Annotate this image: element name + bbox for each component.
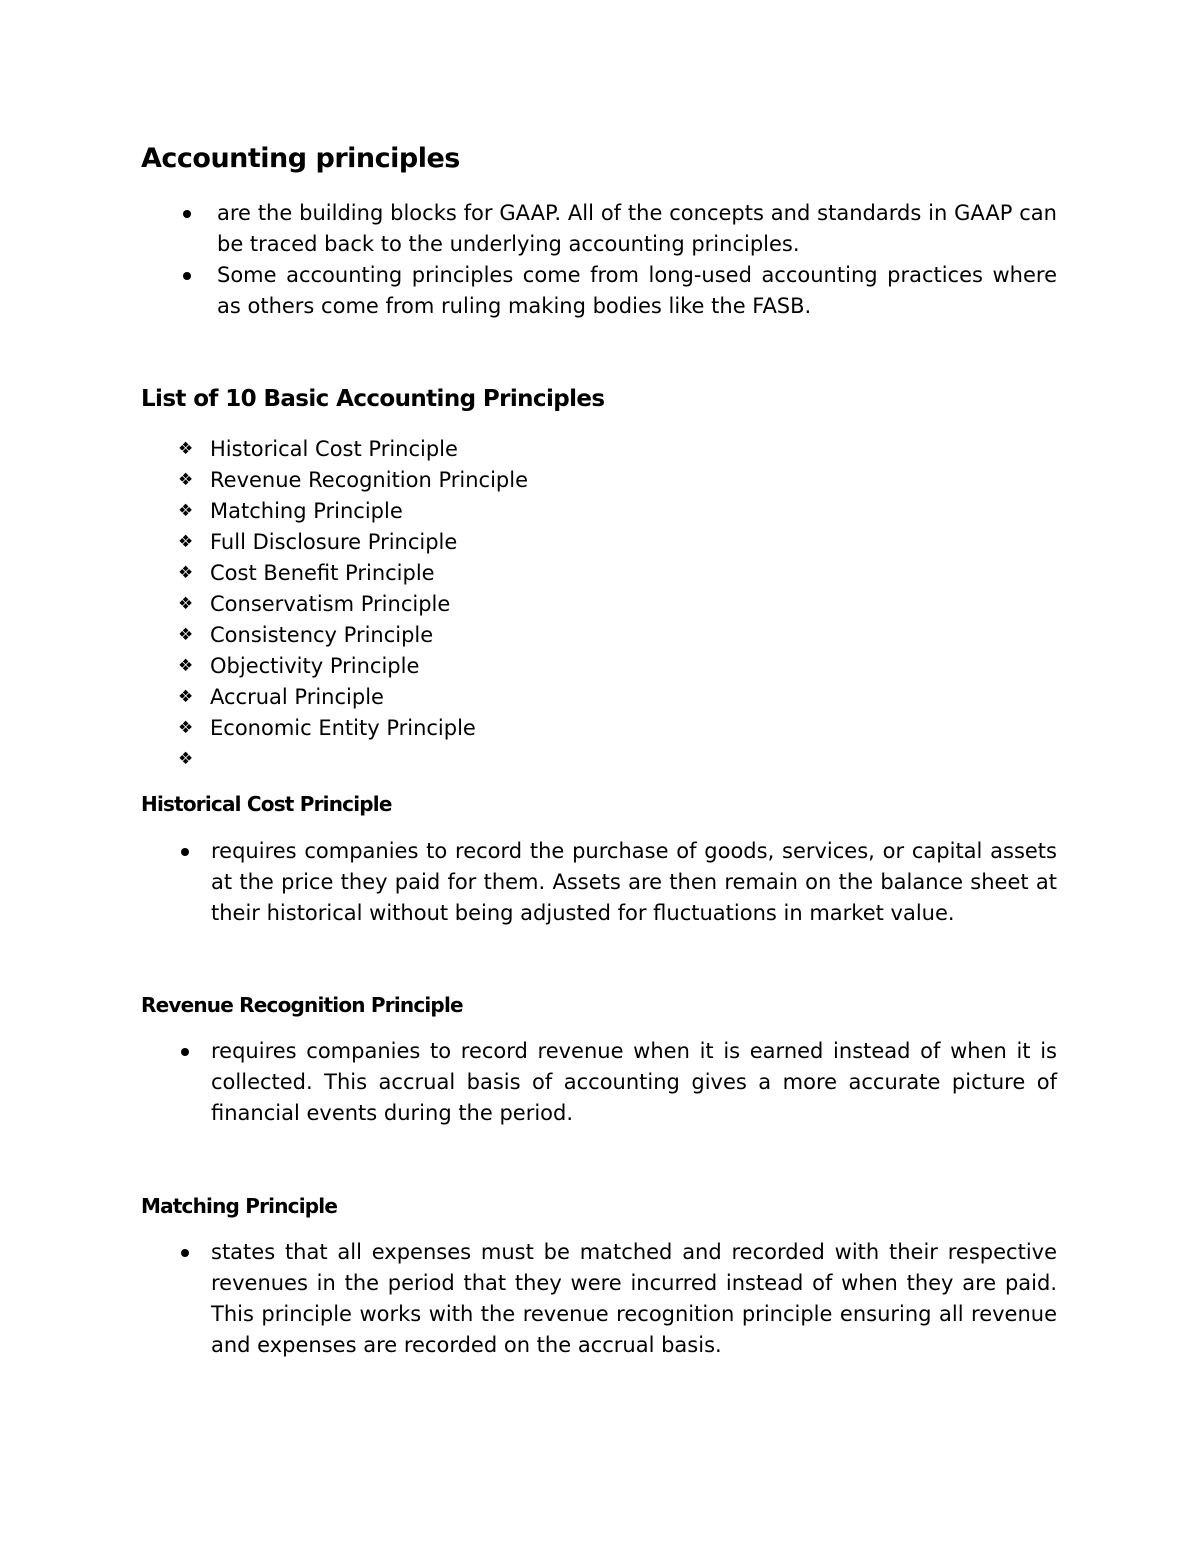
list-item — [217, 198, 1057, 260]
intro-bullet-text: are the building blocks for GAAP. All of the concepts and standards in GAAP can be traced back to the underlying accounting principles. — [217, 201, 1057, 256]
list-item — [211, 836, 1057, 929]
list-item — [178, 744, 528, 775]
bullet-icon — [181, 1048, 189, 1056]
diamond-bullet-icon: ❖ — [178, 439, 194, 459]
diamond-bullet-icon: ❖ — [178, 563, 194, 583]
list-item — [211, 1237, 1057, 1361]
list-item — [178, 651, 528, 682]
principle-name: Cost Benefit Principle — [210, 561, 435, 585]
principle-name: Historical Cost Principle — [210, 437, 458, 461]
diamond-bullet-icon: ❖ — [178, 687, 194, 707]
list-heading: List of 10 Basic Accounting Principles — [141, 386, 605, 412]
list-item — [178, 465, 528, 496]
principle-name: Economic Entity Principle — [210, 716, 476, 740]
principle-name: Revenue Recognition Principle — [210, 468, 529, 492]
section-bullet-list — [211, 836, 1057, 929]
principle-name: Matching Principle — [210, 499, 403, 523]
list-item — [178, 620, 528, 651]
section-heading-matching: Matching Principle — [141, 1194, 338, 1218]
section-bullet-list — [211, 1036, 1057, 1129]
section-bullet-list — [211, 1237, 1057, 1361]
intro-bullet-list — [217, 198, 1057, 322]
section-text: requires companies to record the purchase of goods, services, or capital assets at the price they paid for them. Assets are then remain on the balance sheet at their historical without being adjusted for fluctuations in market value. — [211, 839, 1057, 925]
diamond-bullet-icon: ❖ — [178, 501, 194, 521]
bullet-icon — [181, 1249, 189, 1257]
list-item — [178, 713, 528, 744]
list-item — [178, 558, 528, 589]
section-text: requires companies to record revenue when it is earned instead of when it is collected. This accrual basis of accounting gives a more accurate picture of financial events during the period. — [211, 1039, 1057, 1125]
bullet-icon — [183, 210, 191, 218]
list-item — [217, 260, 1057, 322]
diamond-bullet-icon: ❖ — [178, 594, 194, 614]
diamond-bullet-icon: ❖ — [178, 625, 194, 645]
section-heading-revenue-recognition: Revenue Recognition Principle — [141, 993, 463, 1017]
page-title: Accounting principles — [141, 143, 460, 174]
bullet-icon — [181, 848, 189, 856]
intro-bullet-text: Some accounting principles come from long-used accounting practices where as others come from ruling making bodies like the FASB. — [217, 263, 1057, 318]
diamond-bullet-icon: ❖ — [178, 749, 194, 769]
list-item — [178, 527, 528, 558]
principles-list — [178, 434, 528, 775]
principle-name: Consistency Principle — [210, 623, 434, 647]
diamond-bullet-icon: ❖ — [178, 532, 194, 552]
section-text: states that all expenses must be matched and recorded with their respective revenues in the period that they were incurred instead of when they are paid. This principle works with the revenue recognition principle ensuring all revenue and expenses are recorded on the accrual basis. — [211, 1240, 1057, 1357]
list-item — [178, 682, 528, 713]
principle-name: Conservatism Principle — [210, 592, 451, 616]
list-item — [211, 1036, 1057, 1129]
diamond-bullet-icon: ❖ — [178, 656, 194, 676]
diamond-bullet-icon: ❖ — [178, 470, 194, 490]
diamond-bullet-icon: ❖ — [178, 718, 194, 738]
principle-name: Objectivity Principle — [210, 654, 420, 678]
list-item — [178, 434, 528, 465]
list-item — [178, 496, 528, 527]
principle-name: Full Disclosure Principle — [210, 530, 458, 554]
bullet-icon — [183, 272, 191, 280]
list-item — [178, 589, 528, 620]
section-heading-historical-cost: Historical Cost Principle — [141, 792, 392, 816]
principle-name: Accrual Principle — [210, 685, 384, 709]
